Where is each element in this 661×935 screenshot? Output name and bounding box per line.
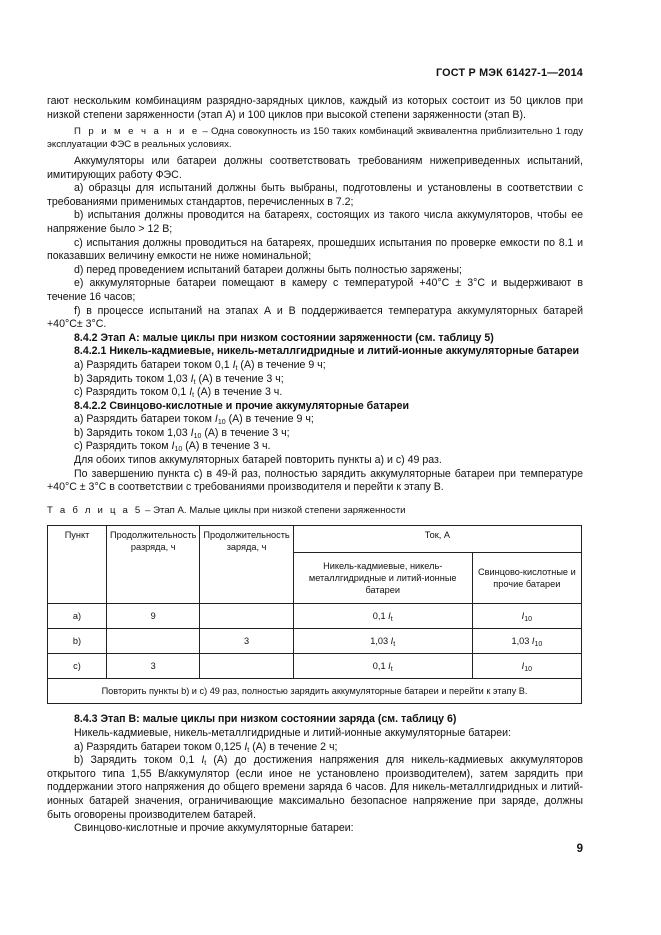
header-item: Пункт <box>48 526 107 604</box>
table-caption-text: – Этап А. Малые циклы при низкой степени заряженности <box>142 504 406 516</box>
note-label: П р и м е ч а н и е <box>74 126 200 138</box>
header-charge: Продолжительность заряда, ч <box>200 526 293 604</box>
header-lead: Свинцово-кислотные и прочие батареи <box>472 553 581 604</box>
step-text: b) Зарядить током 1,03 <box>74 372 191 385</box>
step-text: b) Зарядить током 0,1 <box>74 754 202 767</box>
current-symbol: I <box>189 386 193 399</box>
step-item <box>47 427 583 441</box>
list-item-a: а) образцы для испытаний должны быть выбраны, подготовлены и установлены в соответствии с требованиями применимых стандартов, перечисленных в 7.2; <box>47 182 583 208</box>
table-5 <box>47 525 582 704</box>
cell-current-lead <box>472 629 581 654</box>
cell-item: a) <box>48 604 107 629</box>
cell-current-nicd <box>293 654 472 679</box>
current-subscript: t <box>390 666 393 674</box>
step-text: (А) в течение 3 ч. <box>194 386 283 399</box>
header-current: Ток, А <box>293 526 581 553</box>
current-symbol: I <box>531 636 535 647</box>
current-symbol: I <box>190 426 194 439</box>
cell-current-nicd <box>293 629 472 654</box>
current-subscript: t <box>193 378 196 386</box>
table-footer-row <box>48 679 582 704</box>
cell-value: 0,1 <box>372 661 389 672</box>
current-subscript: 10 <box>534 641 543 649</box>
cell-current-lead <box>472 604 581 629</box>
step-text: b) Зарядить током 1,03 <box>74 426 191 439</box>
paragraph: Свинцово-кислотные и прочие аккумуляторные батареи: <box>74 822 354 835</box>
list-item-d: d) перед проведением испытаний батареи должны быть полностью заряжены; <box>74 263 462 276</box>
section-heading-8-4-3: 8.4.3 Этап В: малые циклы при низком состоянии заряда (см. таблицу 6) <box>74 713 457 726</box>
current-symbol: I <box>171 440 175 453</box>
cell-charge: 3 <box>200 629 293 654</box>
step-text: (А) в течение 9 ч; <box>237 358 326 371</box>
current-subscript: 10 <box>193 432 202 440</box>
current-symbol: I <box>388 611 391 622</box>
current-symbol: I <box>214 413 218 426</box>
step-text: c) Разрядить током 0,1 <box>74 386 190 399</box>
table-row <box>48 629 582 654</box>
step-item <box>47 373 583 387</box>
standard-header: ГОСТ Р МЭК 61427-1—2014 <box>435 67 583 79</box>
cell-current-lead <box>472 654 581 679</box>
table-header-row <box>48 526 582 553</box>
note <box>47 126 583 151</box>
table-caption-label: Т а б л и ц а 5 <box>47 504 143 516</box>
current-subscript: 10 <box>524 616 533 624</box>
current-symbol: I <box>388 661 391 672</box>
step-text: c) Разрядить током <box>74 440 172 453</box>
page-content <box>47 95 583 836</box>
cell-discharge: 3 <box>107 654 200 679</box>
cell-item: c) <box>48 654 107 679</box>
table-row <box>48 604 582 629</box>
step-item <box>47 741 583 755</box>
paragraph: Аккумуляторы или батареи должны соответствовать требованиям нижеприведенных испытаний, имитирующих работу ФЭС. <box>47 155 583 181</box>
step-item <box>47 440 583 454</box>
table-row <box>48 654 582 679</box>
step-text: (А) в течение 3 ч; <box>195 372 284 385</box>
step-text: а) Разрядить батареи током 0,125 <box>74 740 245 753</box>
current-subscript: 10 <box>174 446 183 454</box>
current-symbol: I <box>190 372 194 385</box>
current-subscript: t <box>192 392 195 400</box>
paragraph: Никель-кадмиевые, никель-металлгидридные и литий-ионные аккумуляторные батареи: <box>74 727 512 740</box>
cell-item: b) <box>48 629 107 654</box>
cell-current-nicd <box>293 604 472 629</box>
cell-discharge: 9 <box>107 604 200 629</box>
cell-value: 0,1 <box>372 611 389 622</box>
current-symbol: I <box>244 740 248 753</box>
step-item <box>47 754 583 822</box>
step-item <box>47 359 583 373</box>
note-text: – Одна совокупность из 150 таких комбинаций эквивалентна приблизительно 1 году эксплуатации ФЭС в реальных условиях. <box>47 126 584 150</box>
current-subscript: t <box>247 746 250 754</box>
cell-charge <box>200 604 293 629</box>
step-text: а) Разрядить батареи током 0,1 <box>74 358 233 371</box>
section-heading-8-4-2-1: 8.4.2.1 Никель-кадмиевые, никель-металлгидридные и литий-ионные аккумуляторные батареи <box>74 345 579 358</box>
step-text: (А) в течение 9 ч; <box>225 413 314 426</box>
current-subscript: t <box>393 641 396 649</box>
spacer <box>47 704 583 713</box>
header-nicd: Никель-кадмиевые, никель-металлгидридные и литий-ионные батареи <box>293 553 472 604</box>
step-text: (А) в течение 3 ч; <box>201 426 290 439</box>
current-symbol: I <box>521 611 525 622</box>
paragraph: По завершению пункта с) в 49-й раз, полностью зарядить аккумуляторные батареи при температуре +40°С ± 3°С в соответствии с требованиями производителя и перейти к этапу В. <box>47 467 583 494</box>
list-item-f: f) в процессе испытаний на этапах А и В поддерживается температура аккумуляторных батарей +40°С± 3°С. <box>47 304 583 331</box>
step-text: а) Разрядить батареи током <box>74 413 215 426</box>
current-symbol: I <box>232 358 236 371</box>
cell-charge <box>200 654 293 679</box>
current-subscript: t <box>390 616 393 624</box>
step-text: (А) в течение 3 ч. <box>182 440 271 453</box>
step-text: (А) до достижения напряжения для никель-кадмиевых аккумуляторов открытого типа 1,55 В/аккумулятор (если иное не установлено производителем), затем зарядить при поддержании этого напряжения до общего времени заряда 6 часов. Для никель-металлгидридных и литий-ионных батарей значения, ограничивающие максимально безопасное напряжение при заряде, должны быть оговорены производителем батарей. <box>47 754 583 821</box>
current-subscript: t <box>235 364 238 372</box>
step-text: (А) в течение 2 ч; <box>249 740 338 753</box>
cell-discharge <box>107 629 200 654</box>
list-item-b: b) испытания должны проводится на батареях, состоящих из такого числа аккумуляторов, чтобы ее напряжение было > 12 В; <box>47 209 583 235</box>
list-item-e: e) аккумуляторные батареи помещают в камеру с температурой +40°С ± 3°С и выдерживают в течение 16 часов; <box>47 277 583 303</box>
page-number: 9 <box>576 843 583 855</box>
section-heading-8-4-2-2: 8.4.2.2 Свинцово-кислотные и прочие аккумуляторные батареи <box>74 399 410 412</box>
list-item-c: c) испытания должны проводиться на батареях, прошедших испытания по проверке емкости по 8.1 и показавших величину емкости не ниже номинальной; <box>47 236 583 263</box>
header-discharge: Продолжительность разряда, ч <box>107 526 200 604</box>
section-heading-8-4-2: 8.4.2 Этап А: малые циклы при низком состоянии заряженности (см. таблицу 5) <box>74 331 494 344</box>
current-symbol: I <box>390 636 394 647</box>
step-item <box>47 386 583 400</box>
cell-value: 1,03 <box>511 636 532 647</box>
cell-value: 1,03 <box>370 636 391 647</box>
current-subscript: 10 <box>524 666 533 674</box>
current-symbol: I <box>201 754 205 767</box>
current-subscript: 10 <box>217 419 226 427</box>
table-caption <box>47 504 583 518</box>
table-footer: Повторить пункты b) и с) 49 раз, полностью зарядить аккумуляторные батареи и перейти к этапу В. <box>48 679 582 704</box>
paragraph: Для обоих типов аккумуляторных батарей повторить пункты а) и с) 49 раз. <box>74 454 442 467</box>
current-symbol: I <box>521 661 525 672</box>
current-subscript: t <box>204 760 207 768</box>
paragraph: гают нескольким комбинациям разрядно-зарядных циклов, каждый из которых состоит из 50 циклов при низкой степени заряженности (этап А) и 100 циклов при высокой степени заряженности (этап В). <box>47 95 583 121</box>
step-item <box>47 413 583 427</box>
